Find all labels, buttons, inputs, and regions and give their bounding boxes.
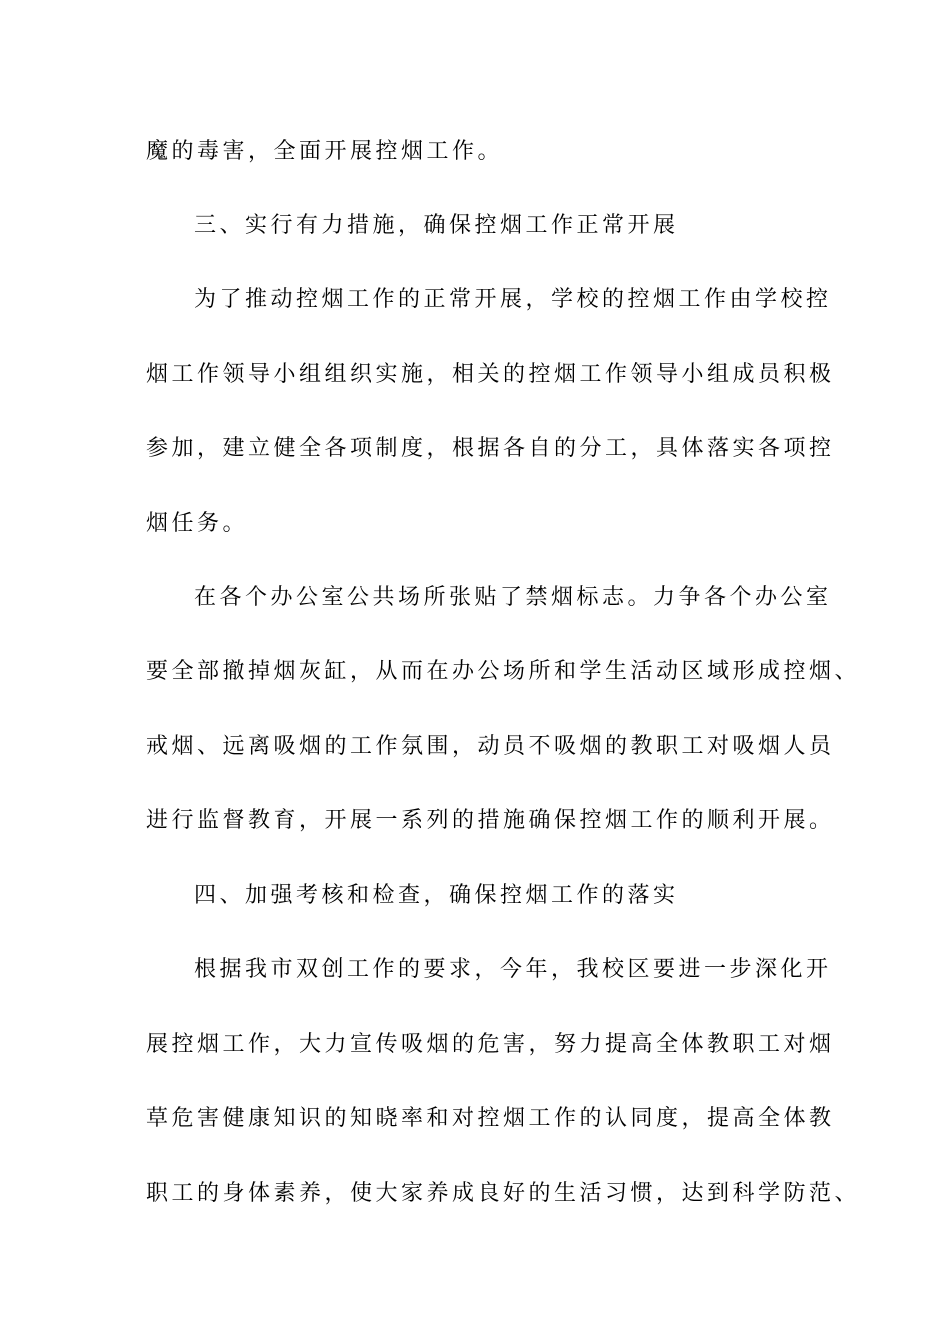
text-line: 展控烟工作，大力宣传吸烟的危害，努力提高全体教职工对烟 (146, 1032, 835, 1057)
text-line: 戒烟、远离吸烟的工作氛围，动员不吸烟的教职工对吸烟人员 (146, 734, 835, 759)
text-line: 烟工作领导小组组织实施，相关的控烟工作领导小组成员积极 (146, 362, 835, 387)
text-line: 草危害健康知识的知晓率和对控烟工作的认同度，提高全体教 (146, 1106, 835, 1131)
text-line: 魔的毒害，全面开展控烟工作。 (146, 139, 504, 164)
text-line: 烟任务。 (146, 511, 249, 536)
text-line: 在各个办公室公共场所张贴了禁烟标志。力争各个办公室 (194, 585, 832, 610)
text-line: 根据我市双创工作的要求，今年，我校区要进一步深化开 (194, 957, 832, 982)
text-line: 要全部撤掉烟灰缸，从而在办公场所和学生活动区域形成控烟、 (146, 659, 861, 684)
text-line: 进行监督教育，开展一系列的措施确保控烟工作的顺利开展。 (146, 808, 835, 833)
text-line: 为了推动控烟工作的正常开展，学校的控烟工作由学校控 (194, 287, 832, 312)
text-line: 职工的身体素养，使大家养成良好的生活习惯，达到科学防范、 (146, 1181, 861, 1206)
text-line: 参加，建立健全各项制度，根据各自的分工，具体落实各项控 (146, 436, 835, 461)
section-heading: 四、加强考核和检查，确保控烟工作的落实 (194, 883, 679, 908)
section-heading: 三、实行有力措施，确保控烟工作正常开展 (194, 213, 679, 238)
